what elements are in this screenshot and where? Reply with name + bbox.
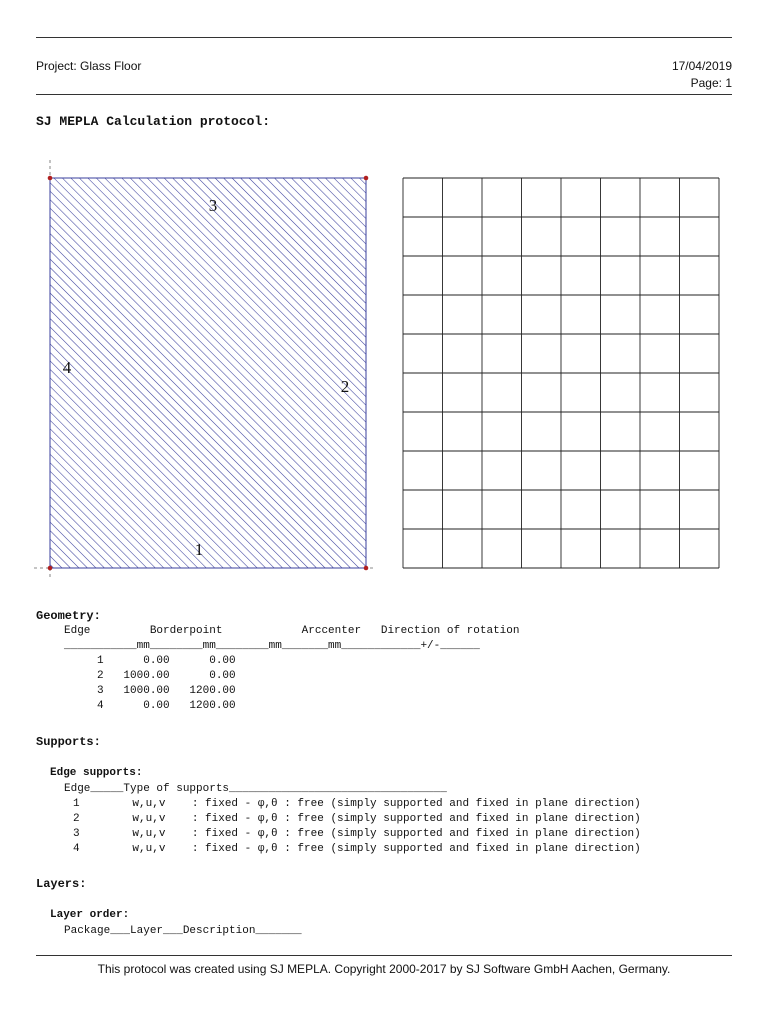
geometry-row: 3 1000.00 1200.00 xyxy=(64,685,236,697)
page-number: Page: 1 xyxy=(690,76,732,90)
edge-label-1: 1 xyxy=(194,540,204,559)
footer-rule xyxy=(36,955,732,956)
geometry-header-units: ___________mm________mm________mm_______mm____________+/-______ xyxy=(64,640,480,652)
supports-title: Supports: xyxy=(36,735,101,749)
project-name: Project: Glass Floor xyxy=(36,59,142,73)
edge-label-3: 3 xyxy=(208,196,218,215)
supports-row: 2 w,u,v : fixed - φ,θ : free (simply supported and fixed in plane direction) xyxy=(73,813,641,825)
geometry-title: Geometry: xyxy=(36,609,101,623)
corner-point xyxy=(48,566,53,571)
edge-label-4: 4 xyxy=(62,358,72,377)
edge-supports-title: Edge supports: xyxy=(50,767,143,779)
header-bottom-rule xyxy=(36,94,732,95)
supports-header: Edge_____Type of supports_________________________________ xyxy=(64,783,447,795)
supports-row: 3 w,u,v : fixed - φ,θ : free (simply supported and fixed in plane direction) xyxy=(73,828,641,840)
geometry-row: 1 0.00 0.00 xyxy=(64,655,236,667)
corner-point xyxy=(364,176,369,181)
geometry-row: 4 0.00 1200.00 xyxy=(64,700,236,712)
corner-point xyxy=(48,176,53,181)
geometry-row: 2 1000.00 0.00 xyxy=(64,670,236,682)
layers-header: Package___Layer___Description_______ xyxy=(64,925,302,937)
plate-drawing xyxy=(0,150,768,580)
corner-point xyxy=(364,566,369,571)
protocol-title: SJ MEPLA Calculation protocol: xyxy=(36,114,271,129)
glass-plate xyxy=(50,178,366,568)
report-date: 17/04/2019 xyxy=(671,59,732,73)
layers-title: Layers: xyxy=(36,877,87,891)
footer-copyright: This protocol was created using SJ MEPLA. Copyright 2000-2017 by SJ Software GmbH Aachen, Germany. xyxy=(97,962,671,976)
edge-label-2: 2 xyxy=(340,377,350,396)
header-top-rule xyxy=(36,37,732,38)
supports-row: 1 w,u,v : fixed - φ,θ : free (simply supported and fixed in plane direction) xyxy=(73,798,641,810)
supports-row: 4 w,u,v : fixed - φ,θ : free (simply supported and fixed in plane direction) xyxy=(73,843,641,855)
geometry-header: Edge Borderpoint Arccenter Direction of rotation xyxy=(64,625,520,637)
layer-order-title: Layer order: xyxy=(50,909,130,921)
fe-mesh-grid xyxy=(403,178,719,568)
